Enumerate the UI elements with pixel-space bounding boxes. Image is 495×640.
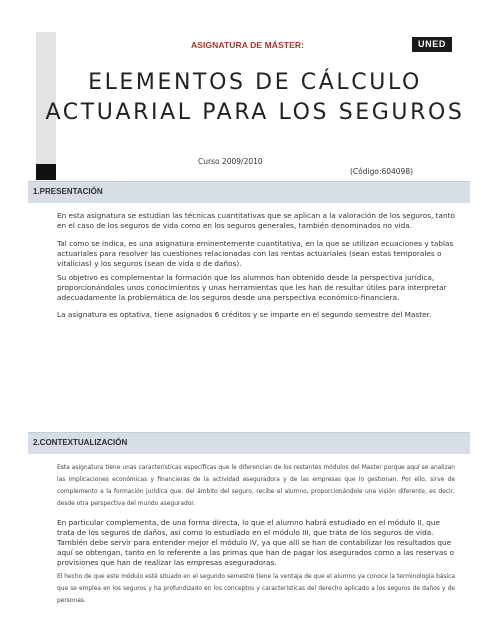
course-year: Curso 2009/2010 xyxy=(198,157,263,166)
paragraph: Tal como se indica, es una asignatura eminentemente cuantitativa, en la que se utilizan ecuaciones y tablas actuariales para resolver las cuestiones relacionadas con las rentas actuariales (sean estas temporales o vitalicias) y los seguros (sean de vida o de daños). xyxy=(57,239,454,268)
paragraph: Su objetivo es complementar la formación que los alumnos han obtenido desde la perspectiva jurídica, proporcionándoles unos conocimientos y unas herramientas que les han de resultar útiles para interpretar adecuadamente la problemática de los seguros desde una perspectiva económico-financiera. xyxy=(57,273,447,302)
section-heading-contextualizacion xyxy=(28,432,470,454)
paragraph: El hecho de que este módulo esté situado en el segundo semestre tiene la ventaja de que el alumno ya conoce la terminología básica que se emplea en los seguros y ha profundizado en los conceptos y características del derecho aplicado a los seguros de daños y de personas. xyxy=(57,574,455,604)
decorative-black-bar xyxy=(36,164,56,180)
section-heading-label: 2.CONTEXTUALIZACIÓN xyxy=(33,438,128,447)
paragraph: Esta asignatura tiene unas características específicas que le diferencian de los restantes módulos del Master porque aquí se analizan las implicaciones económicas y financieras de la actividad aseguradora y de las empresas que lo gestionan. Por ello, sirve de complemento a la formación jurídica que, del ámbito del seguro, recibe el alumno, proporcionándole una visión diferente, es decir, desde otra perspectiva del mundo asegurador. xyxy=(57,465,455,507)
paragraph: En particular complementa, de una forma directa, lo que el alumno habrá estudiado en el módulo II, que trata de los seguros de daños, así como lo estudiado en el módulo III, que trata de los seguros de vida. También debe servir para entender mejor el módulo IV, ya que allí se han de contabilizar los resultados que aquí se obtengan, tanto en lo referente a las primas que han de pagar los asegurados como a las reservas o provisiones que han de realizar las empresas aseguradoras. xyxy=(57,518,454,567)
paragraph: En esta asignatura se estudian las técnicas cuantitativas que se aplican a la valoración de los seguros, tanto en el caso de los seguros de vida como en los seguros generales, también denominados no vida. xyxy=(57,211,455,230)
paragraph: La asignatura es optativa, tiene asignados 6 créditos y se imparte en el segundo semestre del Master. xyxy=(57,310,432,319)
section-heading-presentacion xyxy=(28,181,470,203)
section-heading-label: 1.PRESENTACIÓN xyxy=(33,187,103,196)
uned-logo: UNED xyxy=(412,37,452,52)
subject-code: (Código:604098) xyxy=(350,167,414,176)
page-title: ELEMENTOS DE CÁLCULO ACTUARIAL PARA LOS SEGUROS xyxy=(45,70,465,125)
subject-type-label: ASIGNATURA DE MÁSTER: xyxy=(190,40,305,50)
